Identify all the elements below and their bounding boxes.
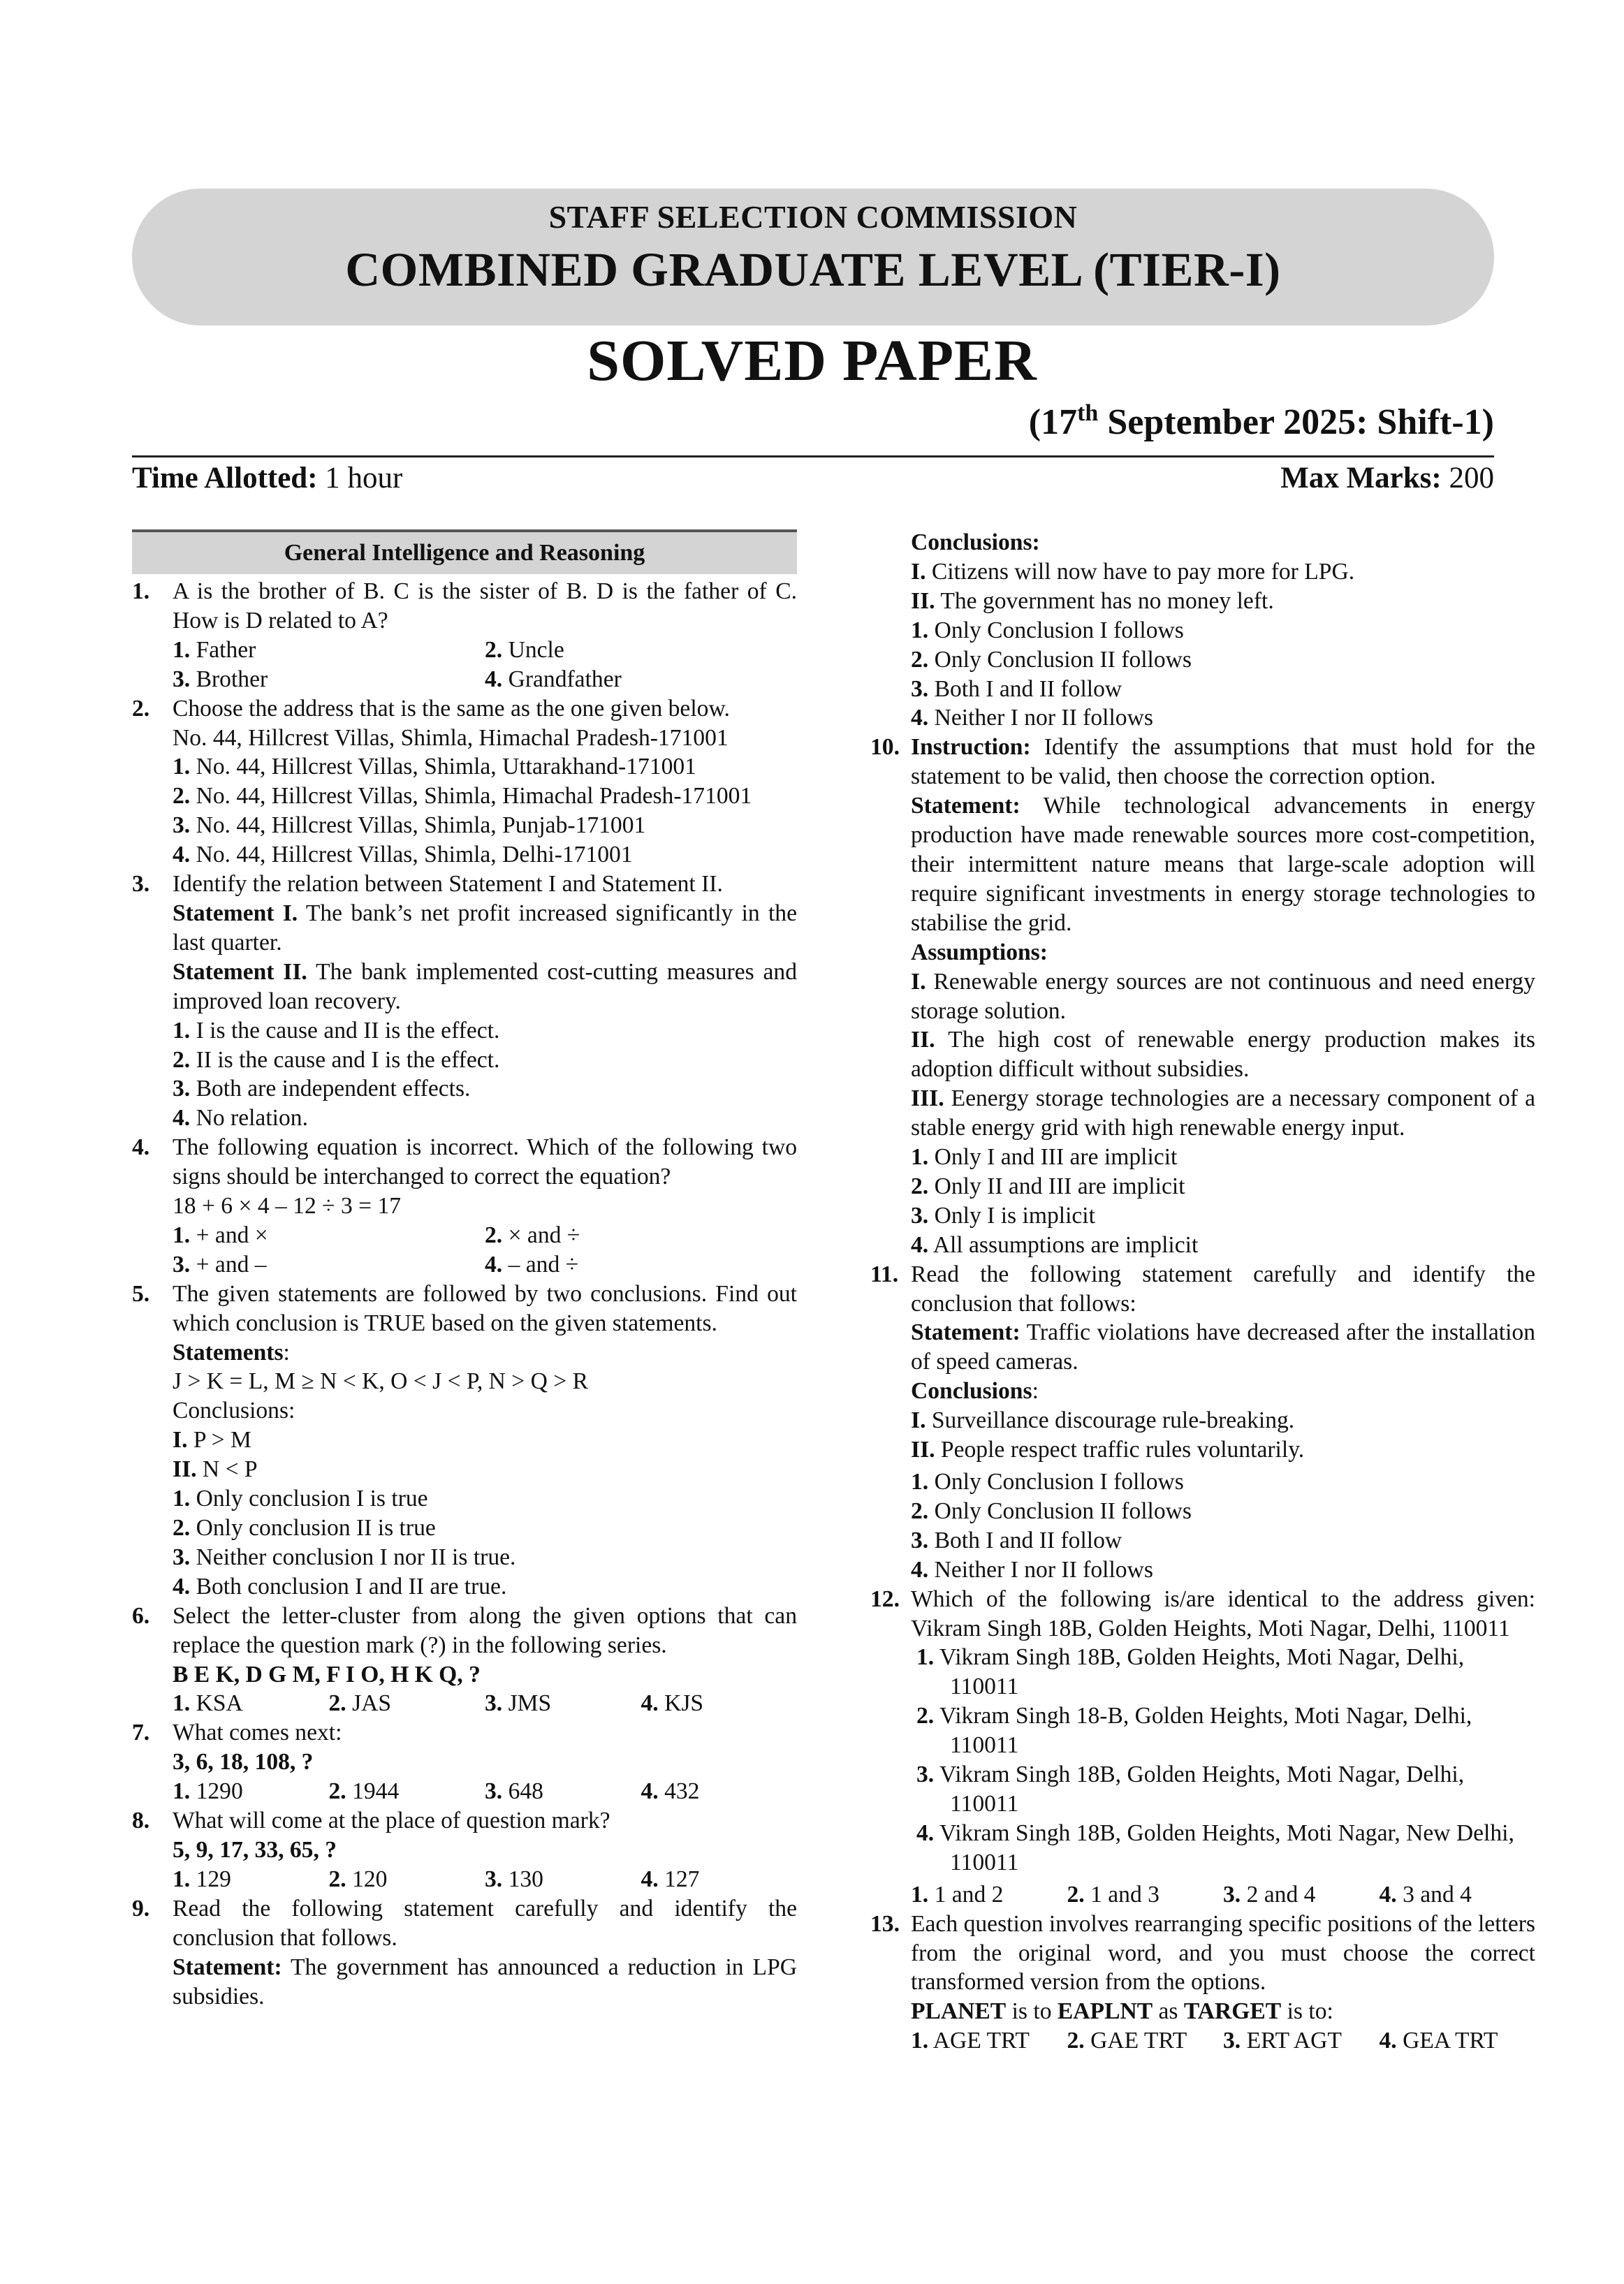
option-4[interactable]: 4. 127 bbox=[641, 1866, 700, 1892]
conclusion-2: II. N < P bbox=[173, 1456, 258, 1483]
option-4[interactable]: 4. No relation. bbox=[173, 1105, 308, 1132]
option-2[interactable]: 2. Only Conclusion II follows bbox=[911, 646, 1192, 673]
conclusion-2: II. The government has no money left. bbox=[911, 587, 1274, 614]
left-column bbox=[132, 525, 797, 2011]
letter-series: B E K, D G M, F I O, H K Q, ? bbox=[173, 1661, 481, 1688]
statements-label: Statements: bbox=[173, 1339, 290, 1366]
options bbox=[911, 2026, 1535, 2056]
option-2[interactable]: 2. No. 44, Hillcrest Villas, Shimla, Himachal Pradesh-171001 bbox=[173, 783, 752, 810]
option-3[interactable]: 3. ERT AGT bbox=[1223, 2028, 1342, 2054]
statement: Statement: The government has announced a reduction in LPG subsidies. bbox=[173, 1954, 797, 2010]
right-column bbox=[870, 528, 1535, 2056]
given-address: No. 44, Hillcrest Villas, Shimla, Himachal Pradesh-171001 bbox=[173, 724, 729, 751]
option-3[interactable]: 3. Both are independent effects. bbox=[173, 1076, 471, 1102]
options bbox=[173, 1221, 797, 1280]
option-3[interactable]: 3. 2 and 4 bbox=[1223, 1881, 1316, 1908]
option-3[interactable]: 3. No. 44, Hillcrest Villas, Shimla, Punjab-171001 bbox=[173, 812, 646, 839]
option-4[interactable]: 4. 432 bbox=[641, 1778, 700, 1805]
time-allotted: Time Allotted: 1 hour bbox=[132, 462, 403, 495]
conclusions-label: Conclusions: bbox=[173, 1398, 295, 1424]
options bbox=[911, 1880, 1535, 1910]
option-3[interactable]: 3. 648 bbox=[485, 1778, 543, 1805]
option-1[interactable]: 1. 1290 bbox=[173, 1778, 243, 1805]
question-13: 13. Each question involves rearranging specific positions of the letters from the original word, and you must choose the correct transformed version from the options. PLANET is to EAPLNT as TARGET is to: 1. AGE TRT 2. GAE TRT 3. ERT AGT 4. GEA TRT bbox=[870, 1910, 1535, 2056]
statements: J > K = L, M ≥ N < K, O < J < P, N > Q > R bbox=[173, 1368, 589, 1395]
assumption-2: II. The high cost of renewable energy production makes its adoption difficult without subsidies. bbox=[911, 1027, 1535, 1083]
statement: Statement: Traffic violations have decreased after the installation of speed cameras. bbox=[911, 1319, 1535, 1375]
option-3[interactable]: 3. Only I is implicit bbox=[911, 1202, 1095, 1229]
statement-1: Statement I. The bank’s net profit increased significantly in the last quarter. bbox=[173, 900, 797, 956]
option-2[interactable]: 2. Only II and III are implicit bbox=[911, 1173, 1185, 1199]
question-2: 2. Choose the address that is the same as the one given below. No. 44, Hillcrest Villas, Shimla, Himachal Pradesh-171001 1. No. 44, Hillcrest Villas, Shimla, Uttarakhand-171001 2. No. 44, Hillcrest Villas, Shimla, Himachal Pradesh-171001 3. No. 44, Hillcrest Villas, Shimla, Punjab-171001 4. No. 44, Hillcrest Villas, Shimla, Delhi-171001 bbox=[132, 694, 797, 870]
question-9-continued bbox=[870, 528, 1535, 733]
option-4[interactable]: 4. GEA TRT bbox=[1379, 2028, 1498, 2054]
option-3[interactable]: 3. Both I and II follow bbox=[911, 675, 1122, 702]
conclusions-label: Conclusions: bbox=[911, 529, 1040, 555]
option-2[interactable]: 2. Only Conclusion II follows bbox=[911, 1498, 1192, 1524]
org-name: STAFF SELECTION COMMISSION bbox=[548, 199, 1078, 235]
option-4[interactable]: 4. 3 and 4 bbox=[1379, 1881, 1472, 1908]
option-1[interactable]: 1. No. 44, Hillcrest Villas, Shimla, Uttarakhand-171001 bbox=[173, 754, 696, 780]
options bbox=[173, 636, 797, 694]
address-4: 4. Vikram Singh 18B, Golden Heights, Moti Nagar, New Delhi, 110011 bbox=[916, 1820, 1514, 1875]
option-3[interactable]: 3. Brother bbox=[173, 666, 268, 692]
page-title: SOLVED PAPER bbox=[587, 328, 1037, 393]
question-5: 5. The given statements are followed by two conclusions. Find out which conclusion is TRUE based on the given statements. Statements: J > K = L, M ≥ N < K, O < J < P, N > Q > R Conclusions: I. P > M II. N < P 1. Only conclusion I is true 2. Only conclusion II is true 3. Neither conclusion I nor II is true. 4. Both conclusion I and II are true. bbox=[132, 1280, 797, 1602]
option-1[interactable]: 1. I is the cause and II is the effect. bbox=[173, 1017, 500, 1044]
assumption-1: I. Renewable energy sources are not continuous and need energy storage solution. bbox=[911, 968, 1535, 1024]
option-4[interactable]: 4. Both conclusion I and II are true. bbox=[173, 1573, 507, 1599]
option-1[interactable]: 1. Only I and III are implicit bbox=[911, 1144, 1178, 1171]
option-4[interactable]: 4. Grandfather bbox=[485, 666, 622, 692]
header-band bbox=[132, 189, 1494, 325]
option-1[interactable]: 1. Only conclusion I is true bbox=[173, 1486, 428, 1512]
number-series: 3, 6, 18, 108, ? bbox=[173, 1749, 314, 1776]
statement: Statement: While technological advancements in energy production have made renewable sources more cost-competition, their intermittent nature means that large-scale adoption will require significant investments in energy storage technologies to stabilise the grid. bbox=[911, 793, 1535, 936]
option-2[interactable]: 2. JAS bbox=[328, 1690, 392, 1717]
option-2[interactable]: 2. 1 and 3 bbox=[1067, 1881, 1160, 1908]
option-1[interactable]: 1. 1 and 2 bbox=[911, 1881, 1004, 1908]
question-9: 9. Read the following statement carefully and identify the conclusion that follows. Statement: The government has announced a reduction in LPG subsidies. bbox=[132, 1894, 797, 2012]
option-4[interactable]: 4. All assumptions are implicit bbox=[911, 1231, 1199, 1258]
address-2: 2. Vikram Singh 18-B, Golden Heights, Moti Nagar, Delhi, 110011 bbox=[916, 1703, 1472, 1759]
option-1[interactable]: 1. Father bbox=[173, 636, 256, 663]
address-1: 1. Vikram Singh 18B, Golden Heights, Moti Nagar, Delhi, 110011 bbox=[916, 1644, 1465, 1700]
conclusions-label: Conclusions: bbox=[911, 1378, 1039, 1405]
option-4[interactable]: 4. KJS bbox=[641, 1690, 704, 1717]
assumptions-label: Assumptions: bbox=[911, 939, 1048, 965]
conclusion-1: I. Surveillance discourage rule-breaking. bbox=[911, 1407, 1295, 1434]
option-1[interactable]: 1. KSA bbox=[173, 1690, 243, 1717]
question-12: 12. Which of the following is/are identical to the address given: Vikram Singh 18B, Golden Heights, Moti Nagar, Delhi, 110011 1. Vikram Singh 18B, Golden Heights, Moti Nagar, Delhi, 110011 2. Vikram Singh 18-B, Golden Heights, Moti Nagar, Delhi, 110011 3. Vikram Singh 18B, Golden Heights, Moti Nagar, Delhi, 110011 4. Vikram Singh 18B, Golden Heights, Moti Nagar, New Delhi, 110011 1. 1 and 2 2. 1 and 3 3. 2 and 4 4. 3 and 4 bbox=[870, 1585, 1535, 1910]
header-rule bbox=[132, 455, 1494, 457]
section-title: General Intelligence and Reasoning bbox=[132, 529, 797, 574]
option-4[interactable]: 4. Neither I nor II follows bbox=[911, 705, 1153, 731]
statement-2: Statement II. The bank implemented cost-cutting measures and improved loan recovery. bbox=[173, 958, 798, 1014]
option-2[interactable]: 2. Uncle bbox=[485, 636, 564, 663]
option-2[interactable]: 2. 1944 bbox=[328, 1778, 400, 1805]
option-2[interactable]: 2. Only conclusion II is true bbox=[173, 1515, 436, 1541]
question-1: 1. A is the brother of B. C is the sister of B. D is the father of C. How is D related to A? 1. Father 2. Uncle 3. Brother 4. Grandfather bbox=[132, 577, 797, 694]
options bbox=[173, 1689, 797, 1718]
conclusion-1: I. P > M bbox=[173, 1427, 251, 1454]
option-3[interactable]: 3. Both I and II follow bbox=[911, 1527, 1122, 1553]
option-4[interactable]: 4. Neither I nor II follows bbox=[911, 1556, 1153, 1583]
max-marks: Max Marks: 200 bbox=[1280, 462, 1494, 495]
option-1[interactable]: 1. Only Conclusion I follows bbox=[911, 617, 1184, 643]
option-3[interactable]: 3. + and – bbox=[173, 1251, 267, 1278]
option-2[interactable]: 2. GAE TRT bbox=[1067, 2028, 1187, 2054]
question-3: 3. Identify the relation between Statement I and Statement II. Statement I. The bank’s net profit increased significantly in the last quarter. Statement II. The bank implemented cost-cutting measures and improved loan recovery. 1. I is the cause and II is the effect. 2. II is the cause and I is the effect. 3. Both are independent effects. 4. No relation. bbox=[132, 870, 797, 1133]
conclusion-2: II. People respect traffic rules voluntarily. bbox=[911, 1437, 1305, 1463]
option-1[interactable]: 1. AGE TRT bbox=[911, 2028, 1030, 2054]
options bbox=[173, 1777, 797, 1806]
equation: 18 + 6 × 4 – 12 ÷ 3 = 17 bbox=[173, 1193, 402, 1220]
question-6: 6. Select the letter-cluster from along the given options that can replace the question mark (?) in the following series. B E K, D G M, F I O, H K Q, ? 1. KSA 2. JAS 3. JMS 4. KJS bbox=[132, 1602, 797, 1719]
exam-date: (17th September 2025: Shift-1) bbox=[1028, 400, 1494, 442]
assumption-3: III. Eenergy storage technologies are a necessary component of a stable energy grid with high renewable energy input. bbox=[911, 1085, 1535, 1141]
option-3[interactable]: 3. 130 bbox=[485, 1866, 543, 1892]
question-7: 7. What comes next: 3, 6, 18, 108, ? 1. 1290 2. 1944 3. 648 4. 432 bbox=[132, 1718, 797, 1806]
exam-name: COMBINED GRADUATE LEVEL (TIER-I) bbox=[345, 243, 1281, 296]
option-3[interactable]: 3. JMS bbox=[485, 1690, 552, 1717]
options bbox=[173, 1865, 797, 1894]
option-2[interactable]: 2. × and ÷ bbox=[485, 1222, 580, 1248]
option-4[interactable]: 4. No. 44, Hillcrest Villas, Shimla, Delhi-171001 bbox=[173, 842, 633, 868]
question-10: 10. Instruction: Identify the assumptions that must hold for the statement to be valid, then choose the correction option. Statement: While technological advancements in energy production have made renewable sources more cost-competition, their intermittent nature means that large-scale adoption will require significant investments in energy storage technologies to stabilise the grid. Assumptions: I. Renewable energy sources are not continuous and need energy storage solution. II. The high cost of renewable energy production makes its adoption difficult without subsidies. III. Eenergy storage technologies are a necessary component of a stable energy grid with high renewable energy input. 1. Only I and III are implicit 2. Only II and III are implicit 3. Only I is implicit 4. All assumptions are implicit bbox=[870, 733, 1535, 1259]
option-1[interactable]: 1. Only Conclusion I follows bbox=[911, 1469, 1184, 1495]
question-8: 8. What will come at the place of question mark? 5, 9, 17, 33, 65, ? 1. 129 2. 120 3. 130 4. 127 bbox=[132, 1806, 797, 1894]
option-1[interactable]: 1. 129 bbox=[173, 1866, 231, 1892]
question-4: 4. The following equation is incorrect. Which of the following two signs should be interchanged to correct the equation? 18 + 6 × 4 – 12 ÷ 3 = 17 1. + and × 2. × and ÷ 3. + and – 4. – and ÷ bbox=[132, 1133, 797, 1280]
option-2[interactable]: 2. II is the cause and I is the effect. bbox=[173, 1046, 500, 1073]
address-3: 3. Vikram Singh 18B, Golden Heights, Moti Nagar, Delhi, 110011 bbox=[916, 1762, 1465, 1817]
exam-meta bbox=[132, 461, 1494, 495]
conclusion-1: I. Citizens will now have to pay more for LPG. bbox=[911, 558, 1355, 585]
option-1[interactable]: 1. + and × bbox=[173, 1222, 268, 1248]
instruction: Instruction: Identify the assumptions that must hold for the statement to be valid, then choose the correction option. bbox=[911, 734, 1535, 790]
number-series: 5, 9, 17, 33, 65, ? bbox=[173, 1836, 337, 1863]
option-2[interactable]: 2. 120 bbox=[328, 1866, 388, 1892]
analogy: PLANET is to EAPLNT as TARGET is to: bbox=[911, 1998, 1333, 2025]
question-11: 11. Read the following statement carefully and identify the conclusion that follows: Statement: Traffic violations have decreased after the installation of speed cameras. Conclusions: I. Surveillance discourage rule-breaking. II. People respect traffic rules voluntarily. 1. Only Conclusion I follows 2. Only Conclusion II follows 3. Both I and II follow 4. Neither I nor II follows bbox=[870, 1260, 1535, 1585]
option-4[interactable]: 4. – and ÷ bbox=[485, 1251, 579, 1278]
option-3[interactable]: 3. Neither conclusion I nor II is true. bbox=[173, 1544, 516, 1570]
